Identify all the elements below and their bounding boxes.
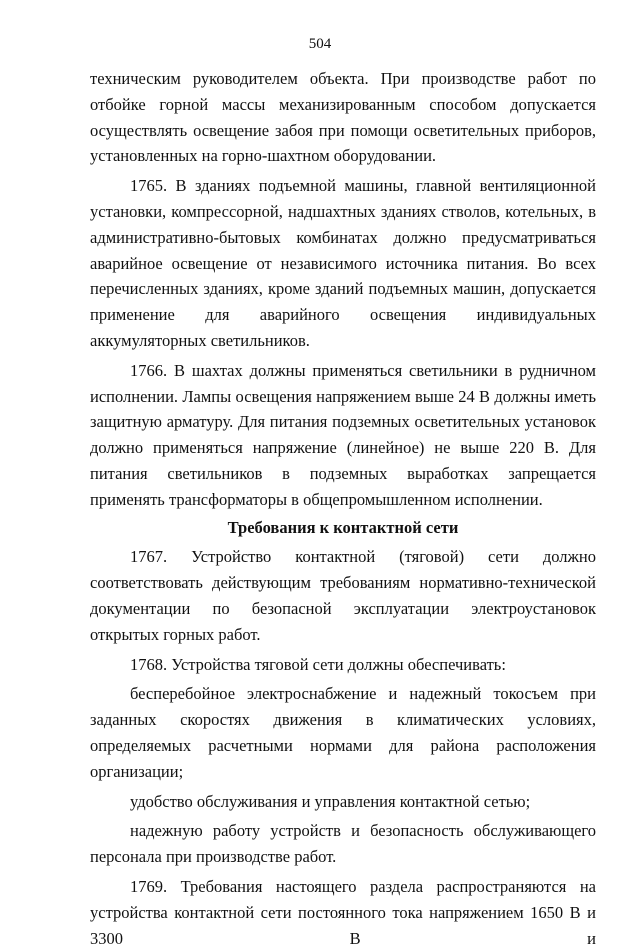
list-item-power-supply: бесперебойное электроснабжение и надежный токосъем при заданных скоростях движения в климатических условиях, определяемых расчетными нормами для района расположения организации; [90,684,596,781]
list-item-reliability: надежную работу устройств и безопасность обслуживающего персонала при производстве работ. [90,821,596,867]
document-body [90,66,596,951]
page-number: 504 [308,36,332,52]
paragraph-1768: 1768. Устройства тяговой сети должны обеспечивать: [130,654,506,674]
paragraph-1767: 1767. Устройство контактной (тяговой) сети должно соответствовать действующим требованиям нормативно-технической документации по безопасной эксплуатации электроустановок открытых горных работ. [90,547,596,644]
paragraph-1765: 1765. В зданиях подъемной машины, главной вентиляционной установки, компрессорной, надшахтных зданиях стволов, котельных, в административно-бытовых комбинатах должно предусматриваться аварийное освещение от независимого источника питания. Во всех перечисленных зданиях, кроме зданий подъемных машин, допускается применение для аварийного освещения индивидуальных аккумуляторных светильников. [90,176,596,350]
list-item-maintenance: удобство обслуживания и управления контактной сетью; [130,791,531,811]
paragraph-1766: 1766. В шахтах должны применяться светильники в рудничном исполнении. Лампы освещения напряжением выше 24 В должны иметь защитную арматуру. Для питания подземных осветительных установок должно применяться напряжение (линейное) не выше 220 В. Для питания светильников в подземных выработках запрещается применять трансформаторы в общепромышленном исполнении. [90,360,596,509]
paragraph-1769: 1769. Требования настоящего раздела распространяются на устройства контактной сети постоянного тока напряжением 1650 В и 3300 В и [90,876,596,948]
paragraph-continuation: техническим руководителем объекта. При производстве работ по отбойке горной массы механизированным способом допускается осуществлять освещение забоя при помощи осветительных приборов, установленных на горно-шахтном оборудовании. [90,69,596,166]
section-heading: Требования к контактной сети [227,517,459,537]
